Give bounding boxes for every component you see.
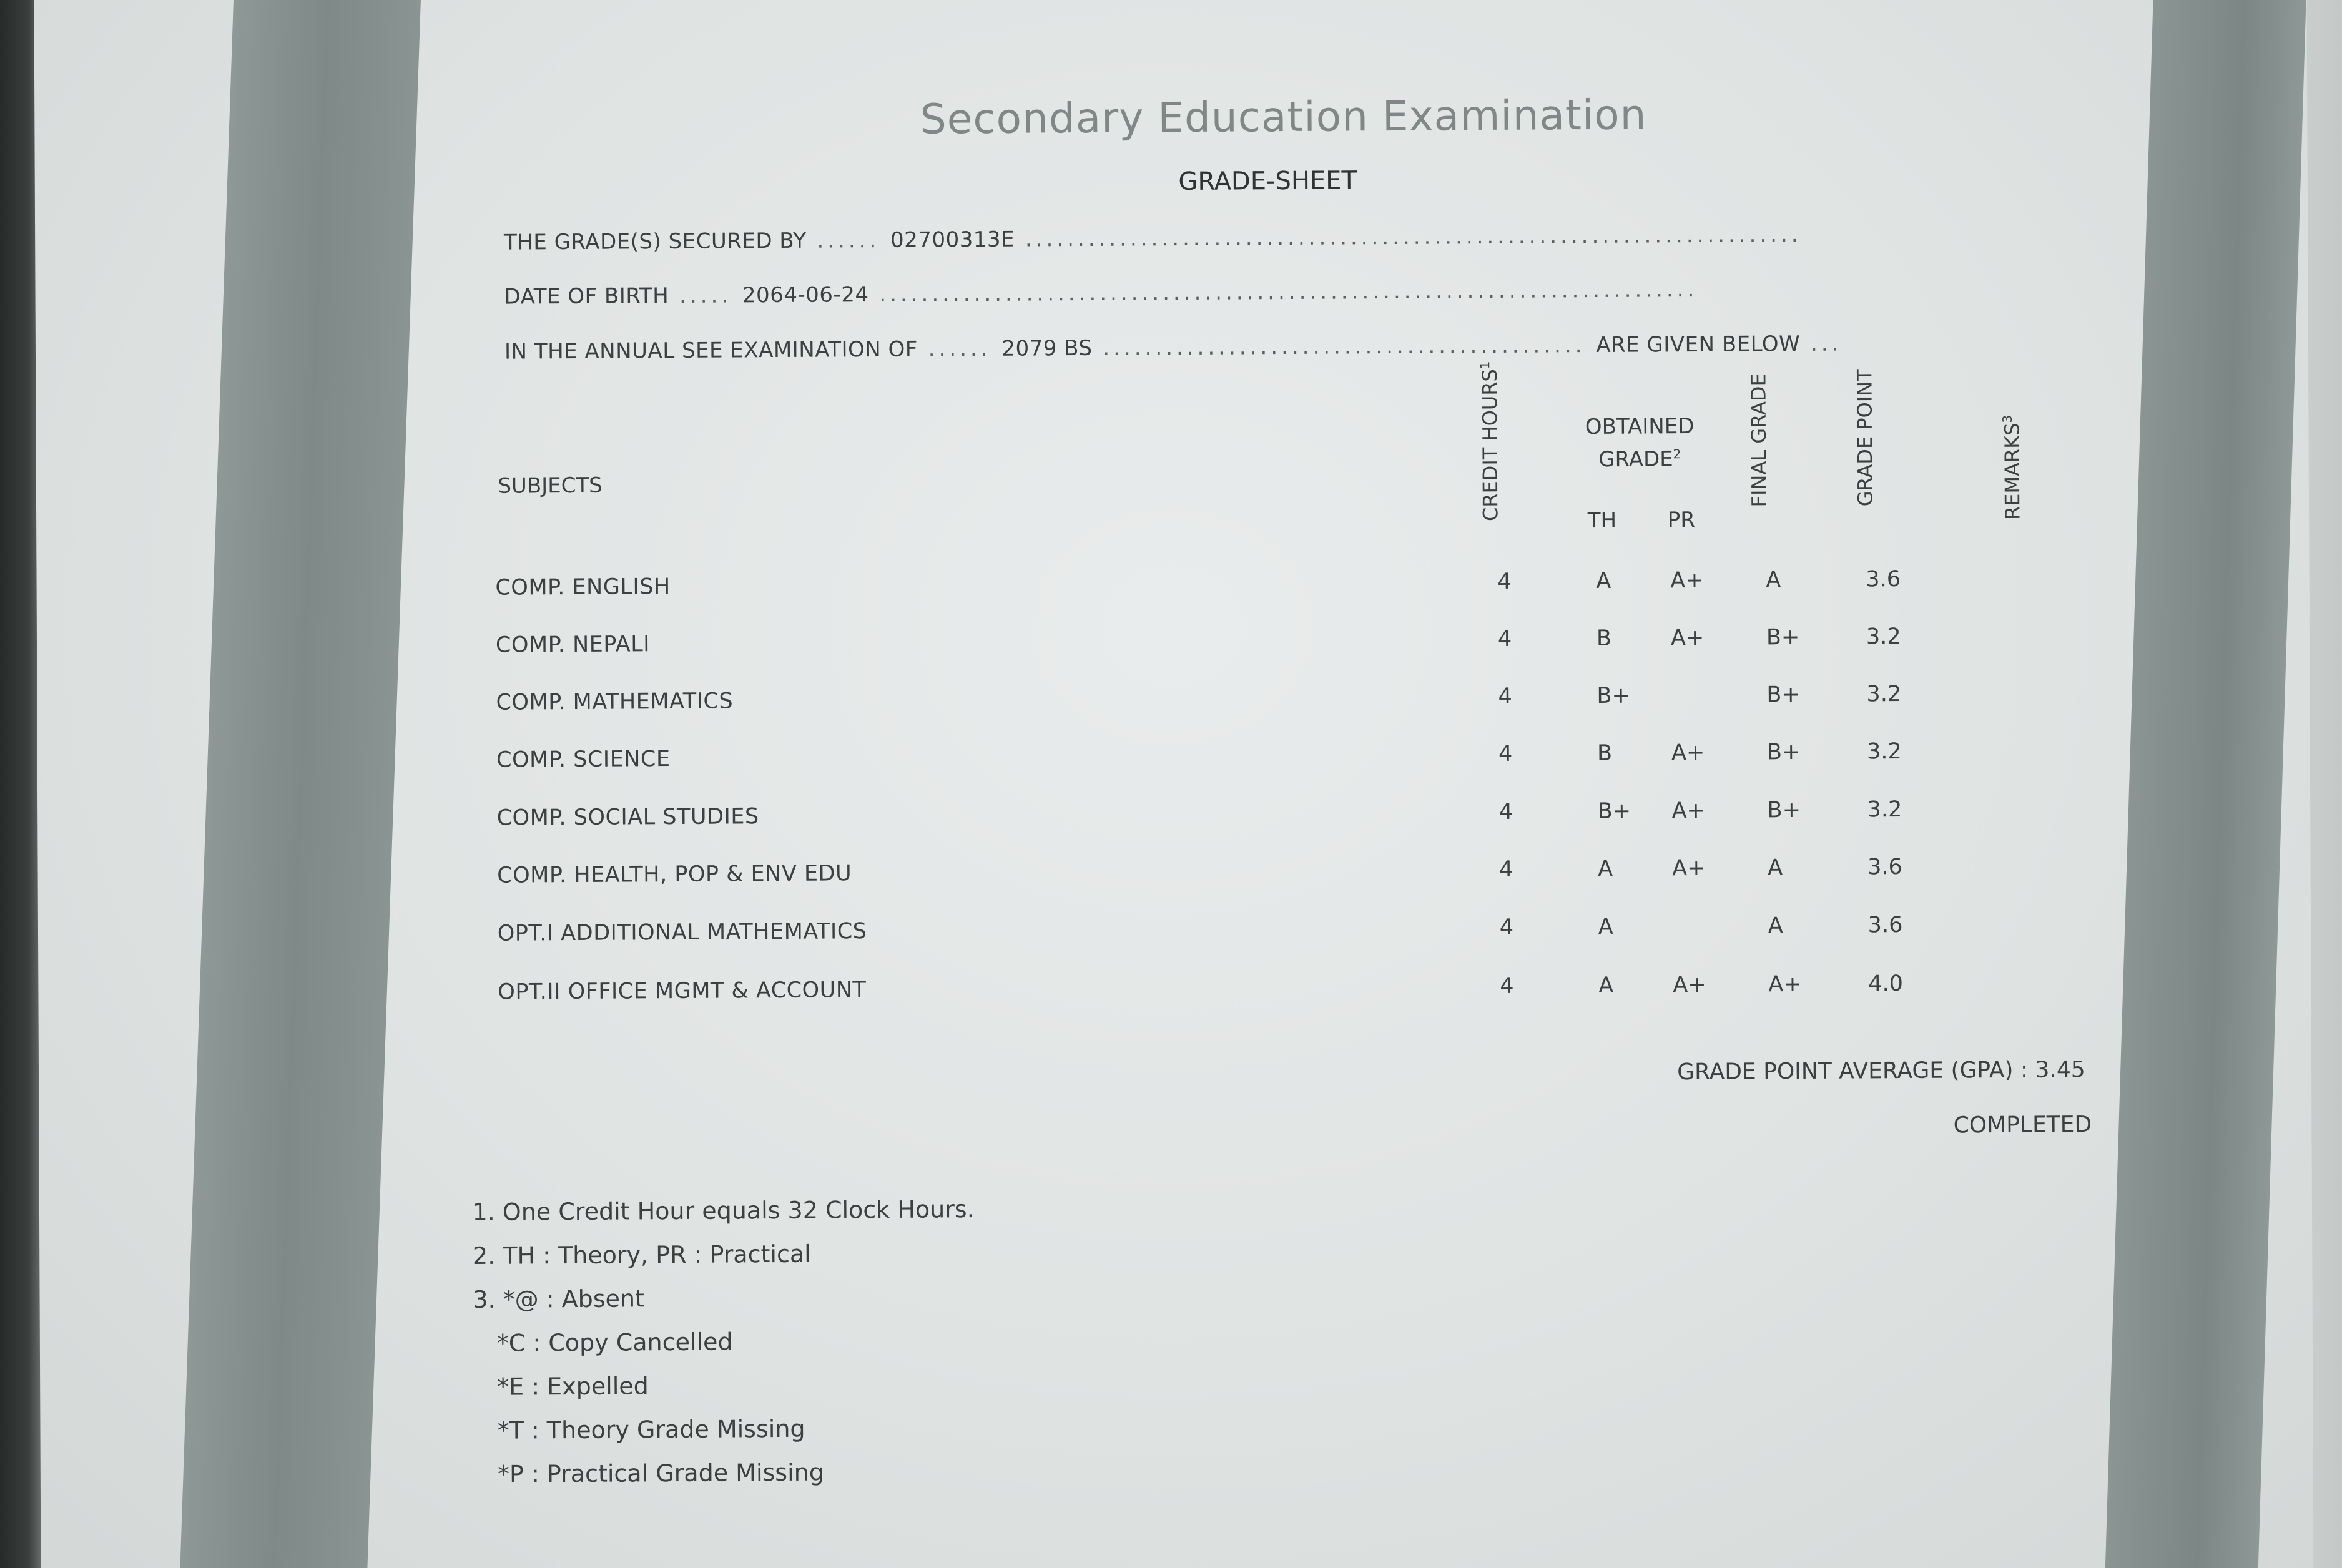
final-grade: B+ bbox=[1766, 624, 1800, 650]
dob-line: DATE OF BIRTH ..... 2064-06-24 .............................................................................. bbox=[504, 277, 1698, 310]
pr-header: PR bbox=[1667, 507, 1696, 533]
obtained-grade-label: GRADE bbox=[1598, 446, 1673, 473]
result-status: COMPLETED bbox=[1953, 1112, 2092, 1139]
credit-hours: 4 bbox=[1498, 741, 1513, 767]
footnote-absent: 3. *@ : Absent bbox=[473, 1285, 645, 1313]
practical-grade: A+ bbox=[1671, 740, 1705, 766]
table-row bbox=[0, 622, 2341, 674]
final-grade: B+ bbox=[1767, 797, 1801, 823]
credit-hours: 4 bbox=[1497, 626, 1512, 652]
remarks-header bbox=[1995, 408, 2025, 527]
credit-hours: 4 bbox=[1500, 973, 1514, 999]
footnote-theory-missing: *T : Theory Grade Missing bbox=[497, 1414, 805, 1444]
footnotes bbox=[472, 1187, 976, 1496]
th-header: TH bbox=[1587, 507, 1617, 534]
credit-hours: 4 bbox=[1497, 569, 1512, 594]
practical-grade: A+ bbox=[1670, 567, 1704, 594]
practical-grade: A+ bbox=[1673, 972, 1706, 998]
final-grade: B+ bbox=[1766, 682, 1800, 708]
grade-point: 3.6 bbox=[1867, 912, 1903, 938]
theory-grade: A bbox=[1596, 568, 1611, 594]
grade-point: 3.6 bbox=[1867, 854, 1902, 880]
footnote-expelled: *E : Expelled bbox=[497, 1372, 649, 1401]
table-row bbox=[0, 679, 2342, 731]
grade-point: 3.2 bbox=[1867, 797, 1902, 823]
theory-grade: A bbox=[1598, 856, 1613, 881]
subject-name: COMP. ENGLISH bbox=[495, 574, 671, 600]
credit-hours-note: 1 bbox=[1477, 361, 1493, 370]
subject-name: OPT.I ADDITIONAL MATHEMATICS bbox=[497, 919, 867, 946]
remarks-note: 3 bbox=[1999, 414, 2015, 423]
footnote-practical-missing: *P : Practical Grade Missing bbox=[497, 1458, 825, 1488]
table-row bbox=[1, 795, 2342, 846]
theory-grade: A bbox=[1598, 914, 1613, 939]
subject-name: COMP. HEALTH, POP & ENV EDU bbox=[497, 861, 852, 888]
final-grade: A bbox=[1768, 913, 1783, 939]
credit-hours: 4 bbox=[1499, 856, 1513, 882]
subject-name: COMP. NEPALI bbox=[495, 632, 651, 658]
symbol-number: 02700313E bbox=[890, 227, 1015, 253]
gpa-summary: GRADE POINT AVERAGE (GPA) : 3.45 bbox=[1677, 1057, 2085, 1085]
table-row bbox=[1, 969, 2342, 1021]
credit-hours: 4 bbox=[1498, 799, 1513, 825]
table-row bbox=[1, 852, 2342, 904]
grade-point: 3.2 bbox=[1866, 682, 1902, 707]
theory-grade: B bbox=[1597, 740, 1613, 766]
credit-hours-header bbox=[1473, 361, 1503, 522]
secured-by-label: THE GRADE(S) SECURED BY bbox=[503, 228, 807, 255]
practical-grade: A+ bbox=[1671, 798, 1706, 824]
remarks-label: REMARKS bbox=[2000, 423, 2025, 521]
exam-year: 2079 BS bbox=[1001, 335, 1093, 361]
theory-grade: B bbox=[1596, 625, 1612, 651]
grade-point: 3.2 bbox=[1866, 739, 1902, 765]
final-grade: A bbox=[1766, 567, 1781, 593]
credit-hours-label: CREDIT HOURS bbox=[1477, 369, 1503, 522]
obtained-grade-note: 2 bbox=[1673, 446, 1681, 462]
grade-sheet-heading: GRADE-SHEET bbox=[1178, 166, 1357, 197]
dob-label: DATE OF BIRTH bbox=[504, 283, 669, 310]
theory-grade: B+ bbox=[1597, 798, 1631, 824]
dob-value: 2064-06-24 bbox=[742, 282, 869, 308]
table-row bbox=[1, 910, 2342, 962]
obtained-header-line1: OBTAINED bbox=[1585, 414, 1695, 440]
credit-hours: 4 bbox=[1499, 914, 1514, 940]
exam-label: IN THE ANNUAL SEE EXAMINATION OF bbox=[504, 336, 918, 365]
grade-point: 4.0 bbox=[1868, 971, 1904, 997]
subject-name: COMP. SCIENCE bbox=[496, 747, 671, 773]
table-row bbox=[0, 737, 2342, 788]
subject-name: OPT.II OFFICE MGMT & ACCOUNT bbox=[498, 978, 867, 1005]
grade-point-header: GRADE POINT bbox=[1852, 369, 1877, 507]
subjects-header: SUBJECTS bbox=[498, 473, 603, 499]
footnote-th-pr: 2. TH : Theory, PR : Practical bbox=[472, 1240, 811, 1270]
practical-grade: A+ bbox=[1670, 625, 1705, 651]
secured-by-line: THE GRADE(S) SECURED BY ...... 02700313E .......................................................................... bbox=[503, 222, 1802, 255]
final-grade-header: FINAL GRADE bbox=[1746, 373, 1771, 507]
final-grade: A bbox=[1768, 855, 1783, 881]
obtained-header-line2 bbox=[1598, 446, 1681, 472]
theory-grade: A bbox=[1598, 973, 1614, 998]
exam-title: Secondary Education Examination bbox=[920, 91, 1647, 144]
table-row bbox=[0, 564, 2341, 616]
grade-point: 3.2 bbox=[1866, 624, 1901, 650]
final-grade: B+ bbox=[1766, 739, 1801, 765]
grade-point: 3.6 bbox=[1866, 567, 1901, 592]
exam-line: IN THE ANNUAL SEE EXAMINATION OF ...... 2079 BS .............................................. ARE GIVEN BELOW ... bbox=[504, 331, 1843, 365]
theory-grade: B+ bbox=[1597, 683, 1630, 708]
final-grade: A+ bbox=[1768, 971, 1802, 997]
subject-name: COMP. SOCIAL STUDIES bbox=[496, 804, 759, 831]
practical-grade: A+ bbox=[1672, 855, 1706, 881]
footnote-credit-hour: 1. One Credit Hour equals 32 Clock Hours. bbox=[472, 1195, 975, 1226]
footnote-copy-cancelled: *C : Copy Cancelled bbox=[496, 1328, 733, 1357]
credit-hours: 4 bbox=[1498, 684, 1512, 709]
subject-name: COMP. MATHEMATICS bbox=[496, 688, 734, 715]
exam-suffix: ARE GIVEN BELOW bbox=[1596, 331, 1801, 358]
